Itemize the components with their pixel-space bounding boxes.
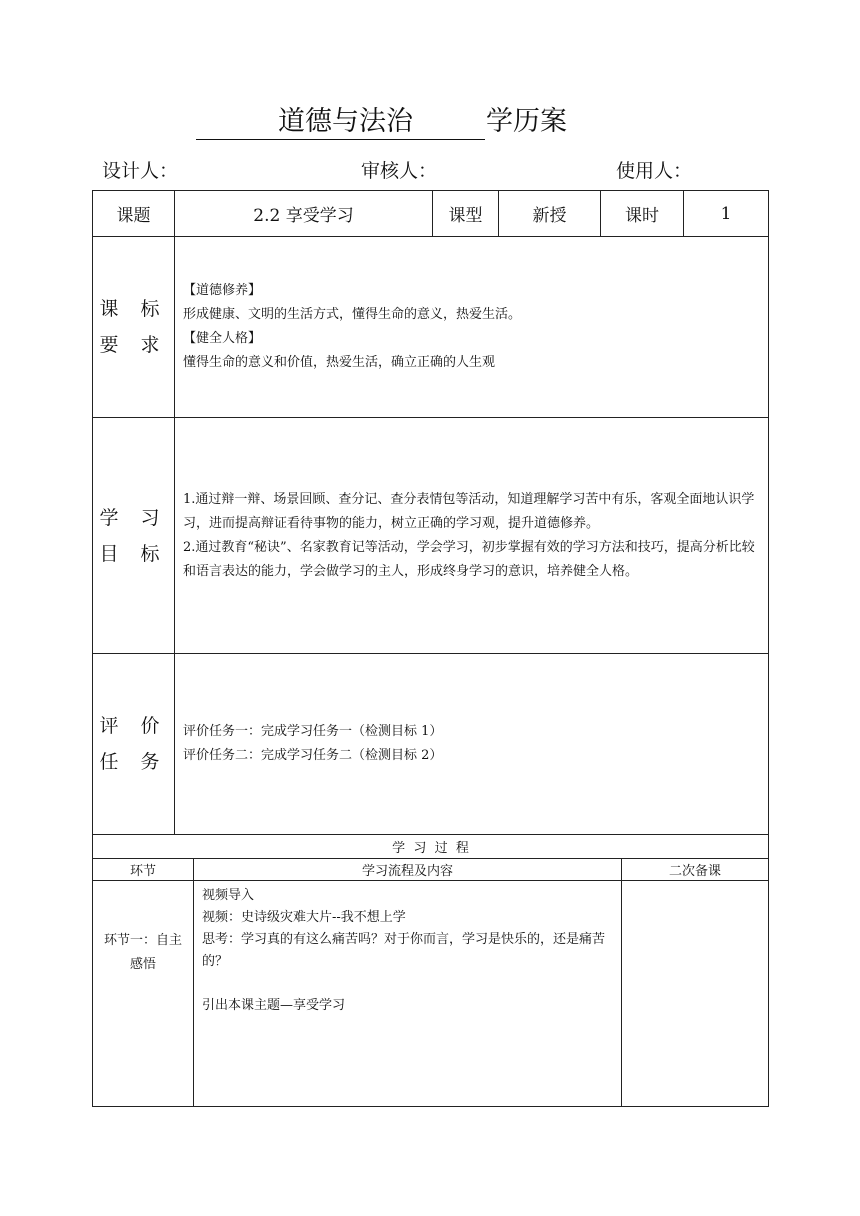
process-content-cell [194, 881, 622, 1107]
evaluation-row [93, 654, 769, 835]
evaluation-label-line2: 任 务 [99, 751, 168, 773]
objectives-label [93, 418, 175, 654]
evaluation-content [175, 654, 769, 835]
objectives-label-line2: 目 标 [99, 542, 168, 565]
doc-type-title: 学历案 [486, 106, 567, 137]
process-line: 引出本课主题—享受学习 [202, 998, 346, 1013]
objectives-content [175, 418, 769, 654]
process-header-row [93, 859, 769, 881]
topic-label: 课题 [93, 191, 175, 237]
learning-process-table [92, 834, 769, 1107]
standards-label [93, 237, 175, 418]
process-line: 视频：史诗级灾难大片--我不想上学 [202, 910, 406, 925]
objectives-row [93, 418, 769, 654]
document-title [0, 104, 860, 144]
standards-content [175, 237, 769, 418]
evaluation-label [93, 654, 175, 835]
process-line: 思考：学习真的有这么痛苦吗？对于你而言，学习是快乐的，还是痛苦的？ [202, 932, 606, 969]
objective-item: 1.通过辩一辩、场景回顾、查分记、查分表情包等活动，知道理解学习苦中有乐，客观全面地认识学习，进而提高辩证看待事物的能力，树立正确的学习观，提升道德修养。 [183, 491, 755, 531]
info-row [93, 191, 769, 237]
period-value: 1 [684, 191, 769, 237]
process-title: 学 习 过 程 [93, 835, 769, 859]
process-blank-line [202, 973, 613, 995]
type-value: 新授 [499, 191, 601, 237]
standards-line: 【道德修养】 [183, 283, 262, 298]
evaluation-line: 评价任务二：完成学习任务二（检测目标 2） [183, 748, 443, 763]
stage-column-header: 环节 [93, 859, 194, 881]
designer-label: 设计人： [102, 160, 179, 182]
standards-line: 懂得生命的意义和价值，热爱生活，确立正确的人生观 [183, 355, 496, 370]
standards-label-line1: 课 标 [99, 298, 168, 320]
standards-line: 【健全人格】 [183, 331, 262, 346]
objective-item: 2.通过教育“秘诀”、名家教育记等活动，学会学习，初步掌握有效的学习方法和技巧，提高分析比较和语言表达的能力，学会做学习的主人，形成终身学习的意识，培养健全人格。 [183, 539, 755, 579]
signers-row [0, 156, 860, 182]
process-row [93, 881, 769, 1107]
period-label: 课时 [601, 191, 684, 237]
standards-label-line2: 要 求 [99, 334, 168, 356]
standards-line: 形成健康、文明的生活方式，懂得生命的意义，热爱生活。 [183, 307, 522, 322]
notes-cell [622, 881, 769, 1107]
notes-column-header: 二次备课 [622, 859, 769, 881]
type-label: 课型 [433, 191, 499, 237]
evaluation-label-line1: 评 价 [99, 715, 168, 737]
process-title-row [93, 835, 769, 859]
content-column-header: 学习流程及内容 [194, 859, 622, 881]
reviewer-label: 审核人： [361, 160, 438, 182]
stage-cell: 环节一：自主感悟 [93, 881, 194, 1107]
lesson-info-table [92, 190, 769, 835]
user-label: 使用人： [616, 160, 693, 182]
subject-title: 道德与法治 [278, 106, 413, 137]
standards-row [93, 237, 769, 418]
evaluation-line: 评价任务一：完成学习任务一（检测目标 1） [183, 724, 443, 739]
topic-value: 2.2 享受学习 [175, 191, 433, 237]
process-line: 视频导入 [202, 888, 255, 903]
objectives-label-line1: 学 习 [99, 506, 168, 529]
